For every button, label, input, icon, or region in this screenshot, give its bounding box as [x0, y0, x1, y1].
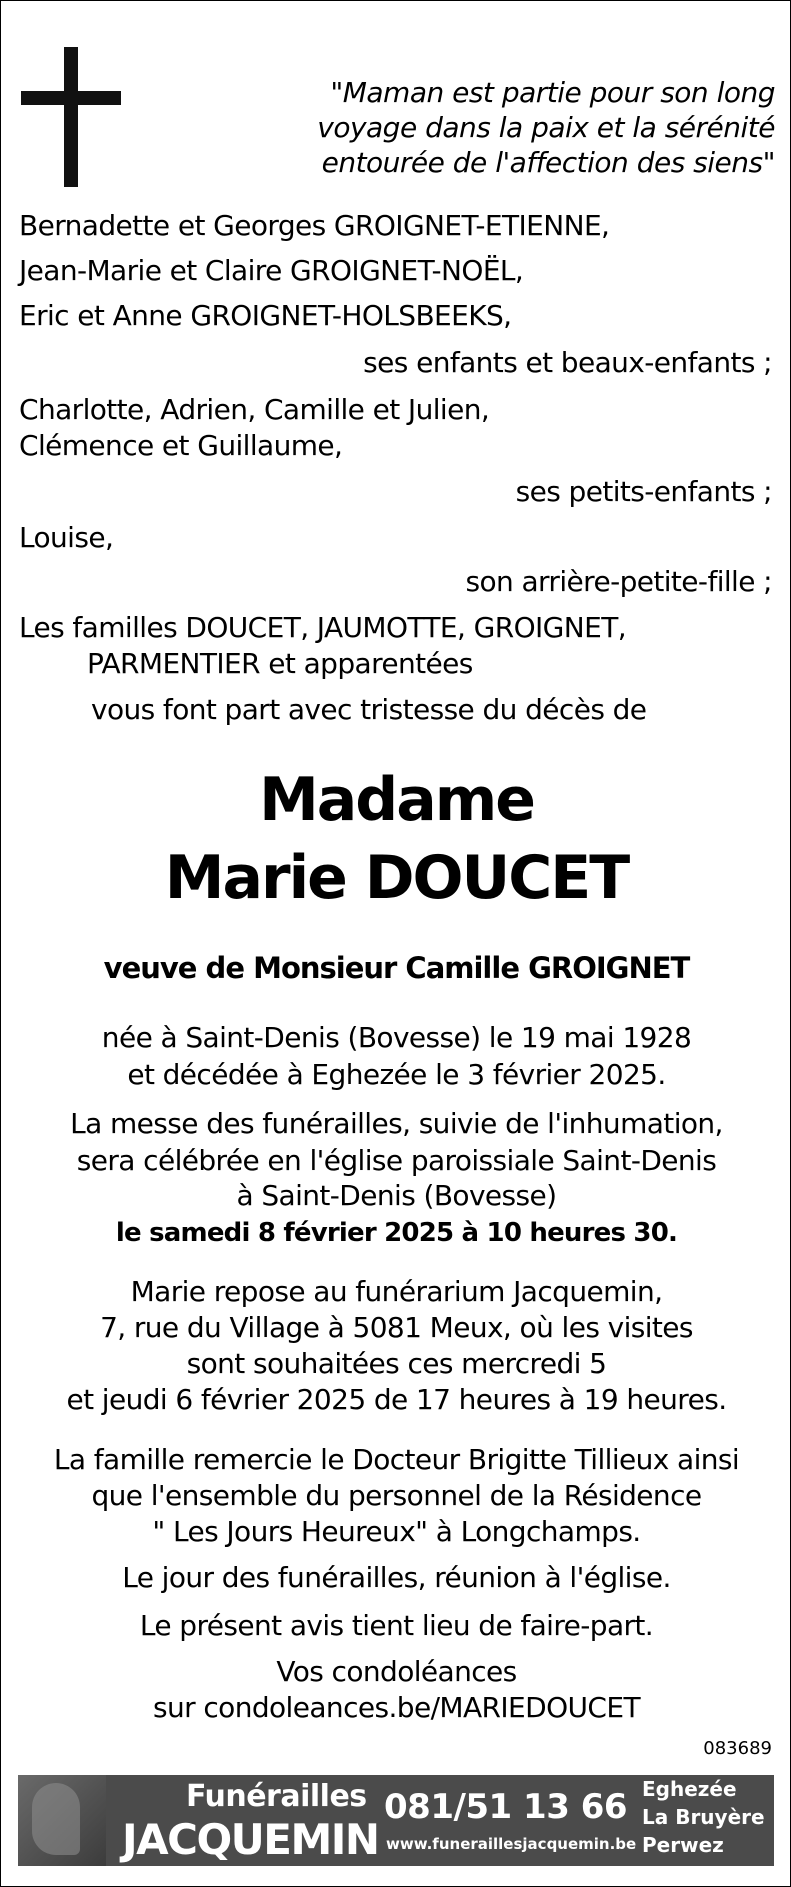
mass-line: à Saint-Denis (Bovesse): [236, 1179, 557, 1212]
location-item: Eghezée: [642, 1777, 737, 1801]
announce-line: vous font part avec tristesse du décès de: [91, 693, 647, 726]
great-grandchild: Louise,: [19, 521, 114, 554]
meeting-line: Le jour des funérailles, réunion à l'église.: [122, 1561, 671, 1594]
grandchild-line: Charlotte, Adrien, Camille et Julien,: [19, 393, 490, 426]
notice-line: Le présent avis tient lieu de faire-part.: [139, 1609, 654, 1642]
child-line: Eric et Anne GROIGNET-HOLSBEEKS,: [19, 299, 512, 332]
quote: [255, 75, 775, 180]
quote-line: entourée de l'affection des siens": [321, 146, 775, 179]
widow-line: veuve de Monsieur Camille GROIGNET: [103, 951, 690, 985]
grandchild-line: Clémence et Guillaume,: [19, 429, 343, 462]
quote-line: "Maman est partie pour son long: [330, 76, 775, 109]
death-line: et décédée à Eghezée le 3 février 2025.: [127, 1058, 666, 1091]
mass-date: le samedi 8 février 2025 à 10 heures 30.: [115, 1218, 678, 1248]
condolences-link[interactable]: sur condoleances.be/MARIEDOUCET: [153, 1691, 640, 1724]
families-line: PARMENTIER et apparentées: [87, 647, 473, 680]
funerailles-label: Funérailles: [186, 1779, 367, 1814]
location-item: La Bruyère: [642, 1805, 765, 1829]
locations: [642, 1775, 765, 1859]
company-name: JACQUEMIN: [122, 1815, 379, 1864]
website-link[interactable]: www.funeraillesjacquemin.be: [386, 1835, 637, 1853]
quote-line: voyage dans la paix et la sérénité: [317, 111, 775, 144]
mass-line: sera célébrée en l'église paroissiale Saint-Denis: [76, 1144, 717, 1177]
cross-icon: [21, 47, 121, 187]
birth-line: née à Saint-Denis (Bovesse) le 19 mai 1928: [101, 1021, 692, 1054]
repose-line: 7, rue du Village à 5081 Meux, où les visites: [100, 1311, 693, 1344]
thanks-line: que l'ensemble du personnel de la Résidence: [91, 1479, 702, 1512]
mass-line: La messe des funérailles, suivie de l'inhumation,: [70, 1107, 723, 1140]
children-label: ses enfants et beaux-enfants ;: [363, 346, 772, 379]
deceased-name: Marie DOUCET: [164, 843, 629, 913]
phone-number: 081/51 13 66: [384, 1787, 628, 1827]
repose-line: Marie repose au funérarium Jacquemin,: [130, 1275, 663, 1308]
grandchildren-label: ses petits-enfants ;: [515, 475, 772, 508]
child-line: Bernadette et Georges GROIGNET-ETIENNE,: [19, 209, 610, 242]
repose-line: sont souhaitées ces mercredi 5: [186, 1347, 607, 1380]
reference-number: 083689: [703, 1738, 772, 1759]
families-line: Les familles DOUCET, JAUMOTTE, GROIGNET,: [19, 611, 627, 644]
thanks-line: " Les Jours Heureux" à Longchamps.: [152, 1515, 641, 1548]
location-item: Perwez: [642, 1833, 724, 1857]
thanks-line: La famille remercie le Docteur Brigitte Tillieux ainsi: [53, 1443, 740, 1476]
great-grandchild-label: son arrière-petite-fille ;: [465, 565, 772, 598]
repose-line: et jeudi 6 février 2025 de 17 heures à 19 heures.: [66, 1383, 727, 1416]
child-line: Jean-Marie et Claire GROIGNET-NOËL,: [19, 254, 524, 287]
deceased-title: Madame: [259, 765, 534, 835]
condolences-line: Vos condoléances: [276, 1655, 517, 1688]
funeral-home-banner: [18, 1775, 774, 1866]
lily-icon: [18, 1775, 106, 1866]
